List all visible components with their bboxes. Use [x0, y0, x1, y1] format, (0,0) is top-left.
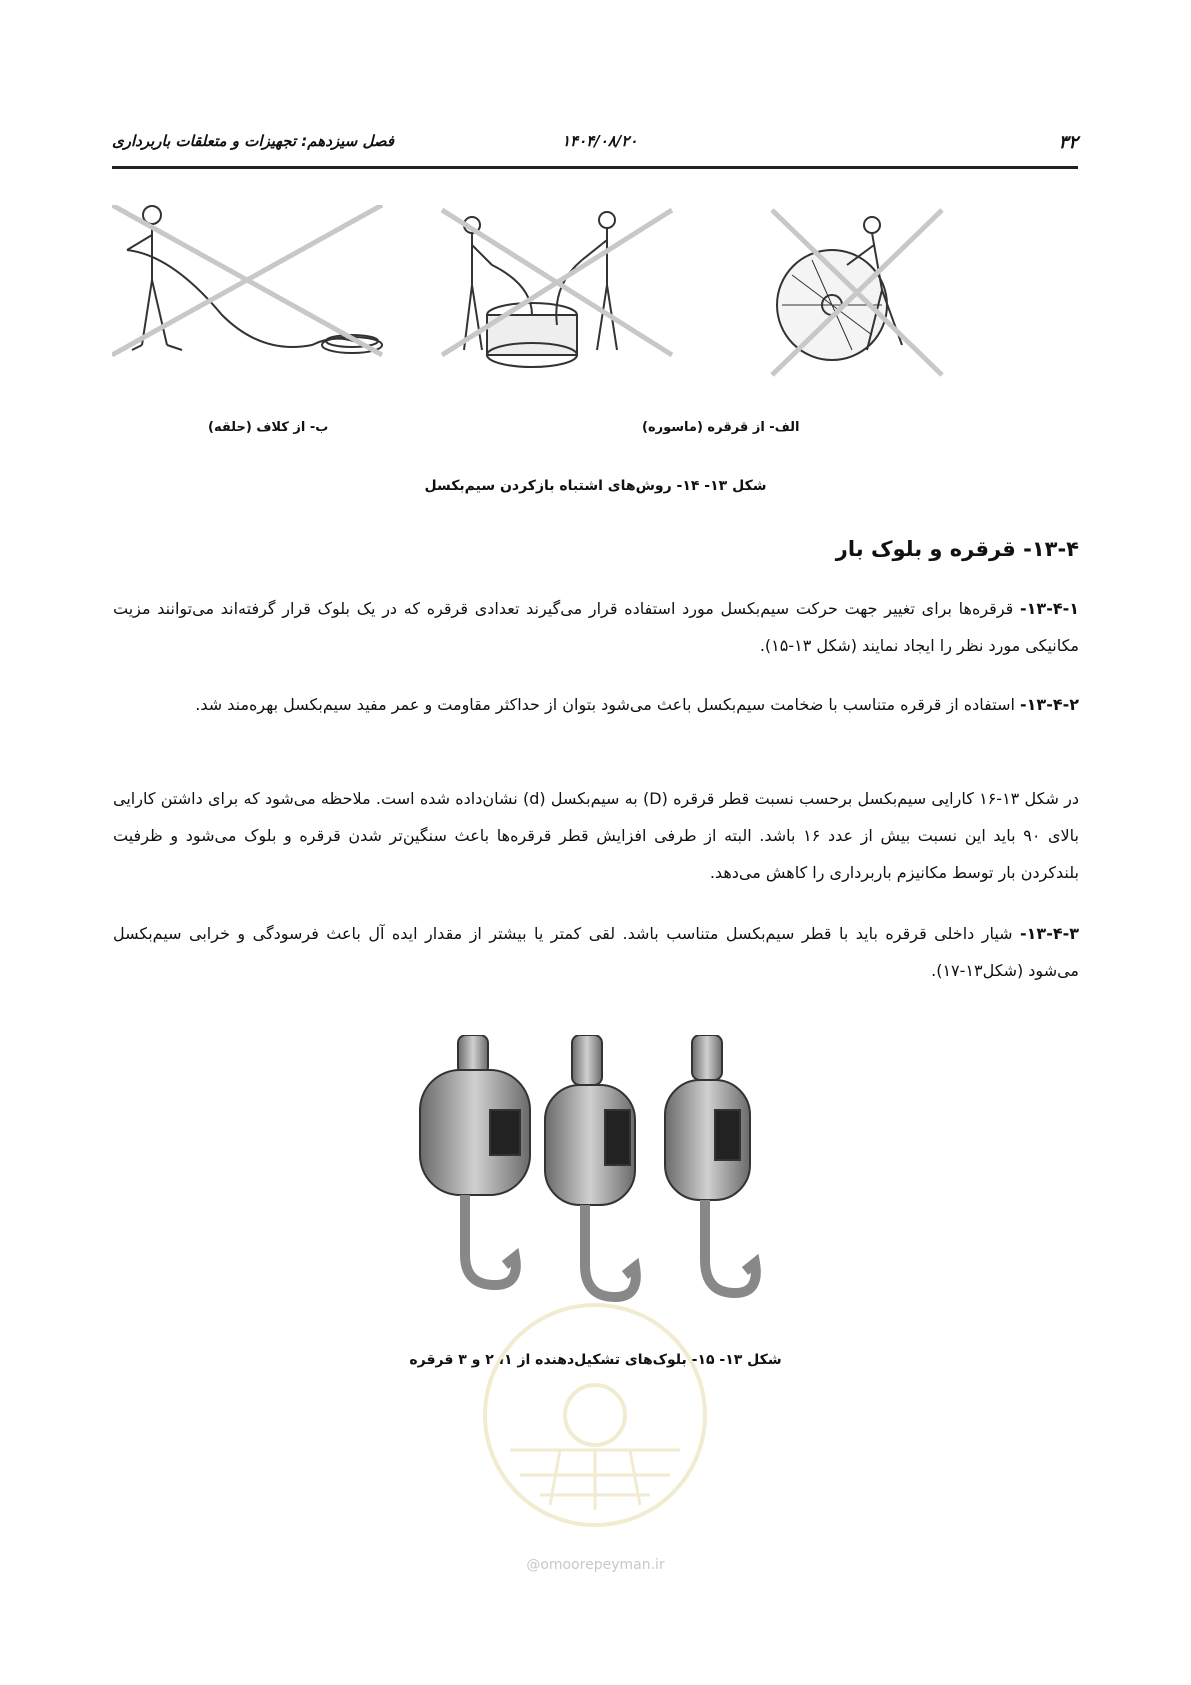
- chapter-title: فصل سیزدهم: تجهیزات و متعلقات باربرداری: [112, 132, 395, 150]
- figure15-caption: شکل ۱۳- ۱۵- بلوک‌های تشکیل‌دهنده از ۱، ۲ و ۳ قرقره: [409, 1352, 782, 1368]
- section-heading: ۱۳-۴- قرقره و بلوک بار: [835, 537, 1079, 561]
- paragraph-1: [113, 590, 1079, 664]
- page-number: ۳۲: [1058, 132, 1078, 153]
- figure14-caption-alef: الف- از قرقره (ماسوره): [642, 420, 800, 435]
- paragraph-1-number: ۱۳-۴-۱-: [1020, 599, 1079, 618]
- figure-wrong-unwinding: [112, 205, 1078, 415]
- watermark-logo: [480, 1300, 710, 1530]
- figure-pulley-blocks: [410, 1035, 780, 1340]
- paragraph-3: [113, 780, 1079, 891]
- paragraph-1-text: قرقره‌ها برای تغییر جهت حرکت سیم‌بکسل مورد استفاده قرار می‌گیرند تعدادی قرقره که در یک بلوک قرار گرفته‌اند می‌توانند مزیت مکانیکی مورد نظر را ایجاد نمایند (شکل ۱۳-۱۵).: [113, 599, 1079, 655]
- wrong-unwinding-illustration: [112, 205, 1078, 415]
- paragraph-2: [113, 686, 1079, 723]
- paragraph-4-text: شیار داخلی قرقره باید با قطر سیم‌بکسل متناسب باشد. لقی کمتر یا بیشتر از مقدار ایده آل باعث فرسودگی و خرابی سیم‌بکسل می‌شود (شکل۱۳-۱۷).: [113, 924, 1079, 980]
- paragraph-4-number: ۱۳-۴-۳-: [1020, 924, 1079, 943]
- header-date: ۱۴۰۴/۰۸/۲۰: [562, 132, 638, 150]
- figure14-caption-b: ب- از کلاف (حلقه): [208, 420, 329, 435]
- paragraph-4: [113, 915, 1079, 989]
- pulley-blocks-illustration: [410, 1035, 780, 1340]
- figure14-caption: شکل ۱۳- ۱۴- روش‌های اشتباه بازکردن سیم‌بکسل: [424, 478, 767, 494]
- page-header: [112, 132, 1078, 169]
- paragraph-2-number: ۱۳-۴-۲-: [1020, 695, 1079, 714]
- paragraph-3-text: در شکل ۱۳-۱۶ کارایی سیم‌بکسل برحسب نسبت قطر قرقره (D) به سیم‌بکسل (d) نشان‌داده شده است. ملاحظه می‌شود که برای داشتن کارایی بالای ۹۰ باید این نسبت بیش از عدد ۱۶ باشد. البته از طرفی افزایش قطر قرقره‌ها باعث سنگین‌تر شدن قرقره و بلوک می‌شود و ظرفیت بلندکردن بار توسط مکانیزم باربرداری را کاهش می‌دهد.: [113, 789, 1080, 882]
- paragraph-2-text: استفاده از قرقره متناسب با ضخامت سیم‌بکسل باعث می‌شود بتوان از حداکثر مقاومت و عمر مفید سیم‌بکسل بهره‌مند شد.: [195, 695, 1021, 714]
- watermark-site: @omoorepeyman.ir: [526, 1557, 665, 1573]
